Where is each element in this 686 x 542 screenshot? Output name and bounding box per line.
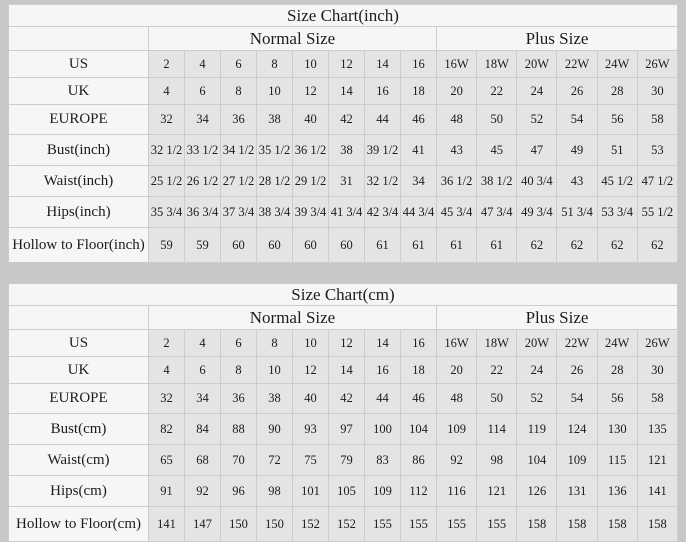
- size-value-cell: 10: [257, 357, 293, 384]
- size-value-cell: 42: [329, 384, 365, 414]
- size-value-cell: 18: [401, 357, 437, 384]
- size-value-cell: 150: [257, 507, 293, 542]
- size-value-cell: 12: [293, 78, 329, 105]
- size-value-cell: 62: [517, 228, 557, 263]
- size-value-cell: 131: [557, 476, 597, 507]
- column-group-label: Plus Size: [437, 27, 678, 51]
- size-value-cell: 38: [257, 384, 293, 414]
- size-value-cell: 136: [597, 476, 637, 507]
- size-value-cell: 36 1/2: [437, 166, 477, 197]
- table-row: [9, 384, 678, 414]
- size-value-cell: 135: [637, 414, 677, 445]
- row-label: Bust(inch): [9, 135, 149, 166]
- size-value-cell: 112: [401, 476, 437, 507]
- size-value-cell: 36 3/4: [185, 197, 221, 228]
- size-value-cell: 155: [365, 507, 401, 542]
- size-value-cell: 42: [329, 105, 365, 135]
- size-value-cell: 50: [477, 384, 517, 414]
- size-value-cell: 158: [557, 507, 597, 542]
- size-value-cell: 54: [557, 105, 597, 135]
- size-value-cell: 98: [477, 445, 517, 476]
- size-value-cell: 116: [437, 476, 477, 507]
- row-label: Hips(inch): [9, 197, 149, 228]
- size-value-cell: 48: [437, 105, 477, 135]
- size-value-cell: 58: [637, 105, 677, 135]
- column-group-label: Normal Size: [149, 306, 437, 330]
- size-value-cell: 16W: [437, 330, 477, 357]
- size-value-cell: 45 3/4: [437, 197, 477, 228]
- size-value-cell: 79: [329, 445, 365, 476]
- size-value-cell: 4: [149, 357, 185, 384]
- size-value-cell: 8: [257, 330, 293, 357]
- size-value-cell: 8: [257, 51, 293, 78]
- size-value-cell: 52: [517, 384, 557, 414]
- size-value-cell: 40 3/4: [517, 166, 557, 197]
- size-value-cell: 38: [329, 135, 365, 166]
- row-label: Waist(inch): [9, 166, 149, 197]
- size-value-cell: 62: [637, 228, 677, 263]
- table-title: Size Chart(inch): [9, 5, 678, 27]
- size-value-cell: 12: [293, 357, 329, 384]
- size-value-cell: 105: [329, 476, 365, 507]
- size-value-cell: 121: [477, 476, 517, 507]
- size-value-cell: 98: [257, 476, 293, 507]
- size-value-cell: 47 3/4: [477, 197, 517, 228]
- size-value-cell: 109: [557, 445, 597, 476]
- size-value-cell: 43: [557, 166, 597, 197]
- size-value-cell: 104: [517, 445, 557, 476]
- size-chart-cm-table: [8, 283, 678, 542]
- size-value-cell: 38: [257, 105, 293, 135]
- size-value-cell: 14: [329, 78, 365, 105]
- size-value-cell: 61: [477, 228, 517, 263]
- size-chart-inch-table: [8, 4, 678, 263]
- size-value-cell: 26W: [637, 51, 677, 78]
- size-value-cell: 16: [401, 330, 437, 357]
- size-value-cell: 124: [557, 414, 597, 445]
- size-value-cell: 84: [185, 414, 221, 445]
- size-value-cell: 60: [221, 228, 257, 263]
- size-value-cell: 65: [149, 445, 185, 476]
- size-value-cell: 34 1/2: [221, 135, 257, 166]
- size-value-cell: 43: [437, 135, 477, 166]
- size-value-cell: 8: [221, 78, 257, 105]
- size-value-cell: 62: [597, 228, 637, 263]
- size-value-cell: 18W: [477, 51, 517, 78]
- size-value-cell: 49: [557, 135, 597, 166]
- size-value-cell: 104: [401, 414, 437, 445]
- size-value-cell: 59: [185, 228, 221, 263]
- size-value-cell: 2: [149, 330, 185, 357]
- size-value-cell: 16: [365, 78, 401, 105]
- size-value-cell: 158: [597, 507, 637, 542]
- size-value-cell: 147: [185, 507, 221, 542]
- size-value-cell: 83: [365, 445, 401, 476]
- row-label: Hips(cm): [9, 476, 149, 507]
- size-value-cell: 100: [365, 414, 401, 445]
- size-value-cell: 16W: [437, 51, 477, 78]
- size-value-cell: 56: [597, 384, 637, 414]
- corner-cell: [9, 27, 149, 51]
- size-value-cell: 12: [329, 330, 365, 357]
- size-value-cell: 26: [557, 357, 597, 384]
- size-value-cell: 45 1/2: [597, 166, 637, 197]
- size-value-cell: 150: [221, 507, 257, 542]
- size-value-cell: 35 1/2: [257, 135, 293, 166]
- size-value-cell: 20: [437, 78, 477, 105]
- table-title-row: [9, 284, 678, 306]
- size-value-cell: 141: [637, 476, 677, 507]
- row-label: Hollow to Floor(cm): [9, 507, 149, 542]
- size-value-cell: 60: [293, 228, 329, 263]
- size-value-cell: 4: [185, 330, 221, 357]
- size-value-cell: 35 3/4: [149, 197, 185, 228]
- size-value-cell: 20: [437, 357, 477, 384]
- size-value-cell: 72: [257, 445, 293, 476]
- size-value-cell: 40: [293, 384, 329, 414]
- size-value-cell: 97: [329, 414, 365, 445]
- size-value-cell: 119: [517, 414, 557, 445]
- size-value-cell: 44 3/4: [401, 197, 437, 228]
- size-value-cell: 93: [293, 414, 329, 445]
- size-value-cell: 16: [401, 51, 437, 78]
- table-row: [9, 197, 678, 228]
- size-value-cell: 152: [329, 507, 365, 542]
- size-value-cell: 38 1/2: [477, 166, 517, 197]
- size-value-cell: 30: [637, 78, 677, 105]
- size-value-cell: 49 3/4: [517, 197, 557, 228]
- size-value-cell: 47 1/2: [637, 166, 677, 197]
- size-value-cell: 53: [637, 135, 677, 166]
- table-row: [9, 357, 678, 384]
- size-value-cell: 14: [365, 51, 401, 78]
- table-row: [9, 166, 678, 197]
- column-group-row: [9, 306, 678, 330]
- size-value-cell: 34: [185, 105, 221, 135]
- size-value-cell: 59: [149, 228, 185, 263]
- size-value-cell: 32: [149, 105, 185, 135]
- size-value-cell: 61: [401, 228, 437, 263]
- size-value-cell: 109: [437, 414, 477, 445]
- size-value-cell: 33 1/2: [185, 135, 221, 166]
- size-value-cell: 115: [597, 445, 637, 476]
- row-label: Bust(cm): [9, 414, 149, 445]
- size-value-cell: 22: [477, 357, 517, 384]
- size-value-cell: 22W: [557, 330, 597, 357]
- size-value-cell: 46: [401, 105, 437, 135]
- size-value-cell: 158: [637, 507, 677, 542]
- size-value-cell: 68: [185, 445, 221, 476]
- table-row: [9, 330, 678, 357]
- size-value-cell: 70: [221, 445, 257, 476]
- size-value-cell: 26: [557, 78, 597, 105]
- size-value-cell: 62: [557, 228, 597, 263]
- size-value-cell: 26W: [637, 330, 677, 357]
- size-value-cell: 155: [437, 507, 477, 542]
- size-value-cell: 38 3/4: [257, 197, 293, 228]
- size-value-cell: 27 1/2: [221, 166, 257, 197]
- size-value-cell: 92: [437, 445, 477, 476]
- table-row: [9, 414, 678, 445]
- size-value-cell: 24W: [597, 51, 637, 78]
- size-value-cell: 101: [293, 476, 329, 507]
- size-value-cell: 51: [597, 135, 637, 166]
- size-value-cell: 114: [477, 414, 517, 445]
- size-value-cell: 14: [365, 330, 401, 357]
- size-value-cell: 18: [401, 78, 437, 105]
- size-value-cell: 6: [185, 78, 221, 105]
- size-value-cell: 90: [257, 414, 293, 445]
- size-value-cell: 37 3/4: [221, 197, 257, 228]
- size-value-cell: 28 1/2: [257, 166, 293, 197]
- size-value-cell: 14: [329, 357, 365, 384]
- size-value-cell: 32 1/2: [149, 135, 185, 166]
- row-label: US: [9, 330, 149, 357]
- size-value-cell: 12: [329, 51, 365, 78]
- table-row: [9, 51, 678, 78]
- size-value-cell: 22: [477, 78, 517, 105]
- table-row: [9, 476, 678, 507]
- size-value-cell: 51 3/4: [557, 197, 597, 228]
- size-value-cell: 2: [149, 51, 185, 78]
- size-value-cell: 75: [293, 445, 329, 476]
- size-value-cell: 152: [293, 507, 329, 542]
- size-value-cell: 28: [597, 78, 637, 105]
- size-value-cell: 10: [293, 51, 329, 78]
- size-value-cell: 40: [293, 105, 329, 135]
- row-label: UK: [9, 78, 149, 105]
- size-value-cell: 24: [517, 78, 557, 105]
- size-value-cell: 30: [637, 357, 677, 384]
- column-group-label: Normal Size: [149, 27, 437, 51]
- size-value-cell: 60: [329, 228, 365, 263]
- column-group-label: Plus Size: [437, 306, 678, 330]
- size-value-cell: 126: [517, 476, 557, 507]
- size-value-cell: 92: [185, 476, 221, 507]
- row-label: EUROPE: [9, 105, 149, 135]
- size-value-cell: 18W: [477, 330, 517, 357]
- size-value-cell: 32 1/2: [365, 166, 401, 197]
- size-value-cell: 55 1/2: [637, 197, 677, 228]
- size-value-cell: 82: [149, 414, 185, 445]
- size-value-cell: 91: [149, 476, 185, 507]
- size-value-cell: 31: [329, 166, 365, 197]
- size-value-cell: 10: [257, 78, 293, 105]
- size-value-cell: 58: [637, 384, 677, 414]
- table-row: [9, 78, 678, 105]
- row-label: EUROPE: [9, 384, 149, 414]
- row-label: UK: [9, 357, 149, 384]
- size-value-cell: 54: [557, 384, 597, 414]
- size-value-cell: 48: [437, 384, 477, 414]
- table-row: [9, 135, 678, 166]
- size-value-cell: 39 3/4: [293, 197, 329, 228]
- size-value-cell: 6: [221, 330, 257, 357]
- table-row: [9, 507, 678, 542]
- row-label: Hollow to Floor(inch): [9, 228, 149, 263]
- table-row: [9, 105, 678, 135]
- size-value-cell: 36 1/2: [293, 135, 329, 166]
- size-value-cell: 141: [149, 507, 185, 542]
- size-value-cell: 42 3/4: [365, 197, 401, 228]
- size-value-cell: 34: [185, 384, 221, 414]
- column-group-row: [9, 27, 678, 51]
- size-value-cell: 41 3/4: [329, 197, 365, 228]
- size-value-cell: 109: [365, 476, 401, 507]
- size-value-cell: 20W: [517, 330, 557, 357]
- size-value-cell: 8: [221, 357, 257, 384]
- size-value-cell: 6: [185, 357, 221, 384]
- corner-cell: [9, 306, 149, 330]
- size-value-cell: 50: [477, 105, 517, 135]
- size-value-cell: 86: [401, 445, 437, 476]
- row-label: US: [9, 51, 149, 78]
- size-value-cell: 60: [257, 228, 293, 263]
- size-value-cell: 24: [517, 357, 557, 384]
- size-value-cell: 56: [597, 105, 637, 135]
- size-value-cell: 10: [293, 330, 329, 357]
- size-value-cell: 96: [221, 476, 257, 507]
- size-value-cell: 39 1/2: [365, 135, 401, 166]
- size-value-cell: 46: [401, 384, 437, 414]
- size-value-cell: 32: [149, 384, 185, 414]
- size-value-cell: 45: [477, 135, 517, 166]
- size-value-cell: 88: [221, 414, 257, 445]
- table-row: [9, 445, 678, 476]
- size-value-cell: 130: [597, 414, 637, 445]
- size-value-cell: 53 3/4: [597, 197, 637, 228]
- size-value-cell: 36: [221, 384, 257, 414]
- size-value-cell: 28: [597, 357, 637, 384]
- size-value-cell: 158: [517, 507, 557, 542]
- table-title: Size Chart(cm): [9, 284, 678, 306]
- table-row: [9, 228, 678, 263]
- size-value-cell: 155: [477, 507, 517, 542]
- size-value-cell: 4: [185, 51, 221, 78]
- size-value-cell: 6: [221, 51, 257, 78]
- size-value-cell: 61: [365, 228, 401, 263]
- size-value-cell: 22W: [557, 51, 597, 78]
- size-value-cell: 121: [637, 445, 677, 476]
- size-value-cell: 44: [365, 384, 401, 414]
- size-value-cell: 36: [221, 105, 257, 135]
- size-value-cell: 4: [149, 78, 185, 105]
- size-value-cell: 61: [437, 228, 477, 263]
- size-value-cell: 25 1/2: [149, 166, 185, 197]
- table-title-row: [9, 5, 678, 27]
- size-value-cell: 47: [517, 135, 557, 166]
- size-value-cell: 44: [365, 105, 401, 135]
- size-value-cell: 52: [517, 105, 557, 135]
- size-value-cell: 16: [365, 357, 401, 384]
- size-value-cell: 20W: [517, 51, 557, 78]
- size-value-cell: 34: [401, 166, 437, 197]
- size-value-cell: 41: [401, 135, 437, 166]
- size-value-cell: 155: [401, 507, 437, 542]
- row-label: Waist(cm): [9, 445, 149, 476]
- size-value-cell: 24W: [597, 330, 637, 357]
- size-value-cell: 29 1/2: [293, 166, 329, 197]
- size-value-cell: 26 1/2: [185, 166, 221, 197]
